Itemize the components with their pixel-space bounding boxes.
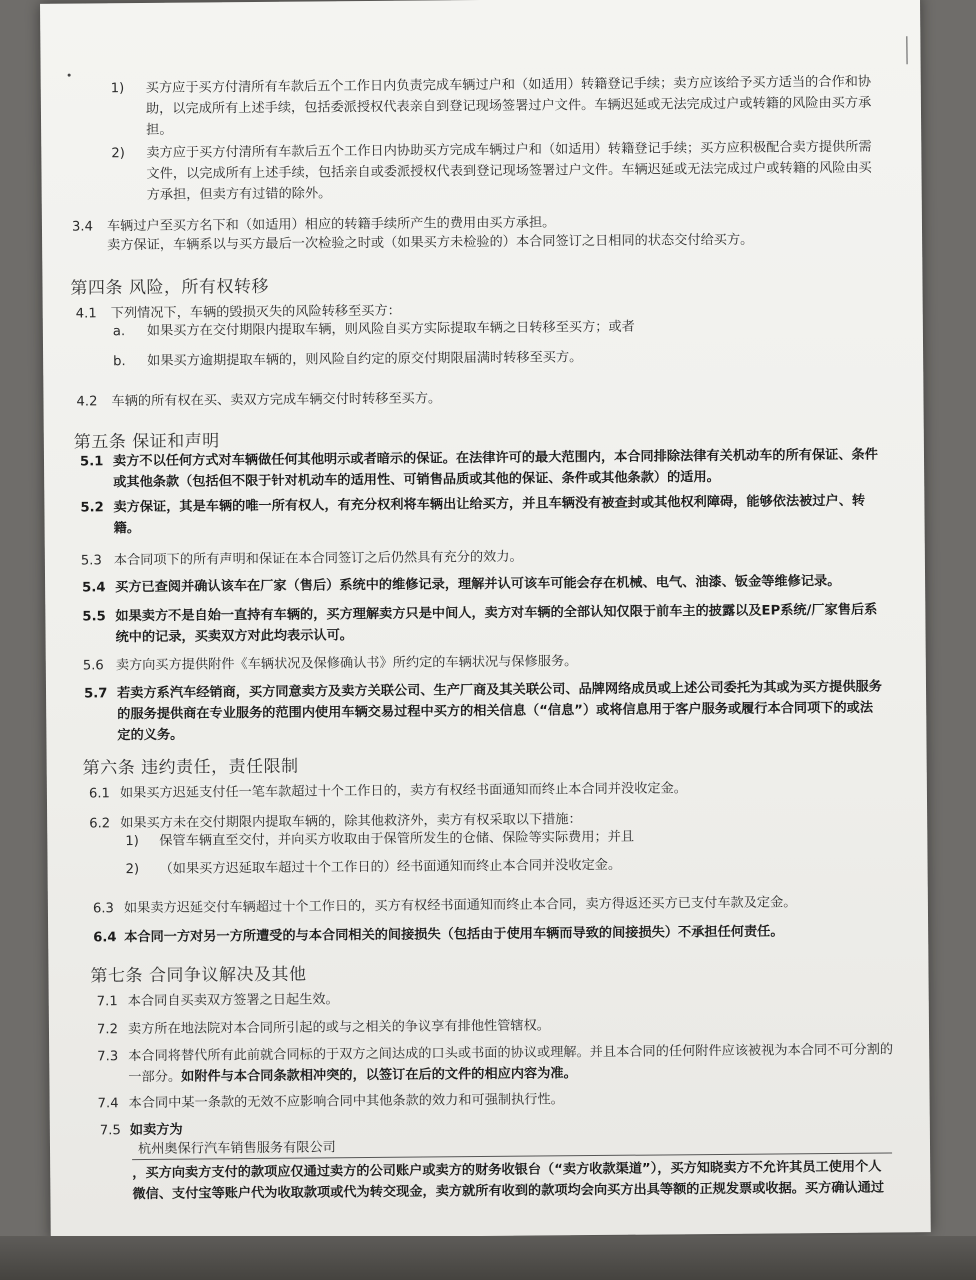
clause-7-1: 7.1 本合同自买卖双方签署之日起生效。 [96,992,339,1010]
margin-tick [906,36,907,64]
clause-7-5: 7.5 如卖方为 [99,1122,183,1139]
clause-7-2: 7.2 卖方所在地法院对本合同所引起的或与之相关的争议享有排他性管辖权。 [96,1018,551,1038]
clause-6-2-1: 1) 保管车辆直至交付，并向买方收取由于保管所发生的仓储、保险等实际费用；并且 [125,829,635,850]
clause-5-4: 5.4 买方已查阅并确认该车在厂家（售后）系统中的维修记录，理解并认可该车可能会存在机械、电气、油漆、钣金等维修记录。 [82,573,841,596]
clause-5-1: 5.1 卖方不以任何方式对车辆做任何其他明示或者暗示的保证。在法律许可的最大范围内，本合同排除法律有关机动车的所有保证、条件或其他条款（包括但不限于针对机动车的适用性、可销售品质或其他的保证、条件或其他条款）的适用。 [79,447,878,491]
clause-6-3: 6.3 如果卖方迟延交付车辆超过十个工作日的，买方有权经书面通知而终止本合同，卖方得返还买方已支付车款及定金。 [92,895,797,917]
clause-5-6: 5.6 卖方向买方提供附件《车辆状况及保修确认书》所约定的车辆状况与保修服务。 [82,654,578,674]
article-4-heading: 第四条 风险，所有权转移 [70,276,269,299]
clause-4-2: 4.2 车辆的所有权在买、卖双方完成车辆交付时转移至买方。 [76,391,442,410]
speck-mark [68,74,71,77]
clause-7-3: 7.3 本合同将替代所有此前就合同标的于双方之间达成的口头或书面的协议或理解。并且本合同的任何附件应该被视为本合同不可分割的一部分。如附件与本合同条款相冲突的，以签订在后的文件的相应内容为准。 [97,1042,894,1086]
clause-6-4: 6.4 本合同一方对另一方所遭受的与本合同相关的间接损失（包括由于使用车辆而导致的间接损失）不承担任何责任。 [93,924,784,946]
clause-7-4: 7.4 本合同中某一条款的无效不应影响合同中其他条款的效力和可强制执行性。 [97,1092,564,1112]
clause-7-3-text: 本合同将替代所有此前就合同标的于双方之间达成的口头或书面的协议或理解。并且本合同的任何附件应该被视为本合同不可分割的一部分。 [128,1042,894,1086]
clause-4-1-a: a. 如果买方在交付期限内提取车辆，则风险自买方实际提取车辆之日转移至买方；或者 [112,319,635,340]
article-7-heading: 第七条 合同争议解决及其他 [90,964,307,987]
clause-5-5: 5.5 如果卖方不是自始一直持有车辆的，买方理解卖方只是中间人，卖方对车辆的全部认知仅限于前车主的披露以及EP系统/厂家售后系统中的记录，买卖双方对此均表示认可。 [82,602,878,646]
desk-surface [0,1236,976,1280]
clause-5-3: 5.3 本合同项下的所有声明和保证在本合同签订之后仍然具有充分的效力。 [80,549,523,569]
clause-5-2: 5.2 卖方保证，其是车辆的唯一所有权人，有充分权利将车辆出让给买方，并且车辆没有被查封或其他权利障碍，能够依法被过户、转籍。 [80,493,866,537]
clause-7-5-cont: ，买方向卖方支付的款项应仅通过卖方的公司账户或卖方的财务收银台（“卖方收款渠道”），买方知晓卖方不允许其员工使用个人微信、支付宝等账户代为收取款项或代为转交现金，卖方就所有收到的款项均会向买方出具等额的正规发票或收据。买方确认通过 [132,1159,885,1203]
clause-3-4: 3.4 车辆过户至买方名下和（如适用）相应的转籍手续所产生的费用由买方承担。 [71,215,556,235]
contract-page [40,0,931,1240]
article-6-heading: 第六条 违约责任，责任限制 [82,756,299,779]
clause-3-3-2: 2) 卖方应于买方付清所有车款后五个工作日内协助买方完成车辆过户和（如适用）转籍登记手续；买方应积极配合卖方提供所需文件，以完成所有上述手续，包括亲自或委派授权代表到登记现场签署过户文件。车辆迟延或无法完成过户或转籍的风险由买方承担，但卖方有过错的除外。 [111,139,872,203]
clause-6-2-2: 2) （如果买方迟延取车超过十个工作日的）经书面通知而终止本合同并没收定金。 [125,857,622,878]
clause-6-1: 6.1 如果买方迟延支付任一笔车款超过十个工作日的，卖方有权经书面通知而终止本合同并没收定金。 [88,781,688,802]
clause-6-2: 6.2 如果买方未在交付期限内提取车辆的，除其他救济外，卖方有权采取以下措施： [89,812,582,832]
seller-company-name: 杭州奥保行汽车销售服务有限公司 [137,1140,336,1158]
clause-4-1-b: b. 如果买方逾期提取车辆的，则风险自约定的原交付期限届满时转移至买方。 [113,350,583,370]
clause-3-3-1: 1) 买方应于买方付清所有车款后五个工作日内负责完成车辆过户和（如适用）转籍登记手续；卖方应该给予买方适当的合作和协助，以完成所有上述手续，包括委派授权代表亲自到登记现场签署过户文件。车辆迟延或无法完成过户或转籍的风险由买方承担。 [110,74,872,138]
article-5-heading: 第五条 保证和声明 [73,431,220,453]
clause-7-3-bold: 如附件与本合同条款相冲突的，以签订在后的文件的相应内容为准。 [181,1066,577,1085]
clause-3-4-cont: 卖方保证，车辆系以与买方最后一次检验之时或（如果买方未检验的）本合同签订之日相同的状态交付给买方。 [107,232,754,254]
clause-4-1: 4.1 下列情况下，车辆的毁损灭失的风险转移至买方： [75,303,401,322]
clause-5-7: 5.7 若卖方系汽车经销商，买方同意卖方及卖方关联公司、生产厂商及其关联公司、品牌网络成员或上述公司委托为其或为买方提供服务的服务提供商在专业服务的范围内使用车辆交易过程中买方的相关信息（“信息”）或将信息用于客户服务或履行本合同项下的或法定的义务。 [83,679,882,744]
